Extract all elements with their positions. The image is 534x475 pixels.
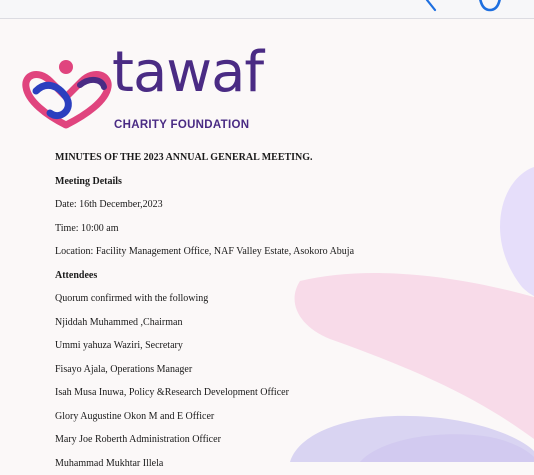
- attendee-item: Fisayo Ajala, Operations Manager: [55, 358, 525, 382]
- meeting-location: Location: Facility Management Office, NAF Valley Estate, Asokoro Abuja: [55, 240, 525, 264]
- app-icon[interactable]: [478, 0, 502, 16]
- attendee-item: Glory Augustine Okon M and E Officer: [55, 405, 525, 429]
- tawaf-logo: [20, 53, 280, 133]
- document-page: [0, 19, 534, 462]
- attendee-item: Ummi yahuza Waziri, Secretary: [55, 334, 525, 358]
- meeting-details-heading: Meeting Details: [55, 170, 525, 194]
- logo-subtitle: CHARITY FOUNDATION: [114, 119, 249, 131]
- logo-wordmark: tawaf: [112, 45, 263, 101]
- viewer-top-bar: [0, 0, 534, 19]
- meeting-date: Date: 16th December,2023: [55, 193, 525, 217]
- attendee-item: Mary Joe Roberth Administration Officer: [55, 428, 525, 452]
- document-title: MINUTES OF THE 2023 ANNUAL GENERAL MEETING.: [55, 146, 525, 170]
- quorum-statement: Quorum confirmed with the following: [55, 287, 525, 311]
- minutes-text: [55, 146, 525, 475]
- attendees-heading: Attendees: [55, 264, 525, 288]
- attendee-item: Muhammad Mukhtar Illela: [55, 452, 525, 475]
- attendee-item: Njiddah Muhammed ,Chairman: [55, 311, 525, 335]
- meeting-time: Time: 10:00 am: [55, 217, 525, 241]
- share-icon[interactable]: [423, 0, 439, 14]
- heart-people-logo-icon: [20, 57, 116, 129]
- attendee-item: Isah Musa Inuwa, Policy &Research Development Officer: [55, 381, 525, 405]
